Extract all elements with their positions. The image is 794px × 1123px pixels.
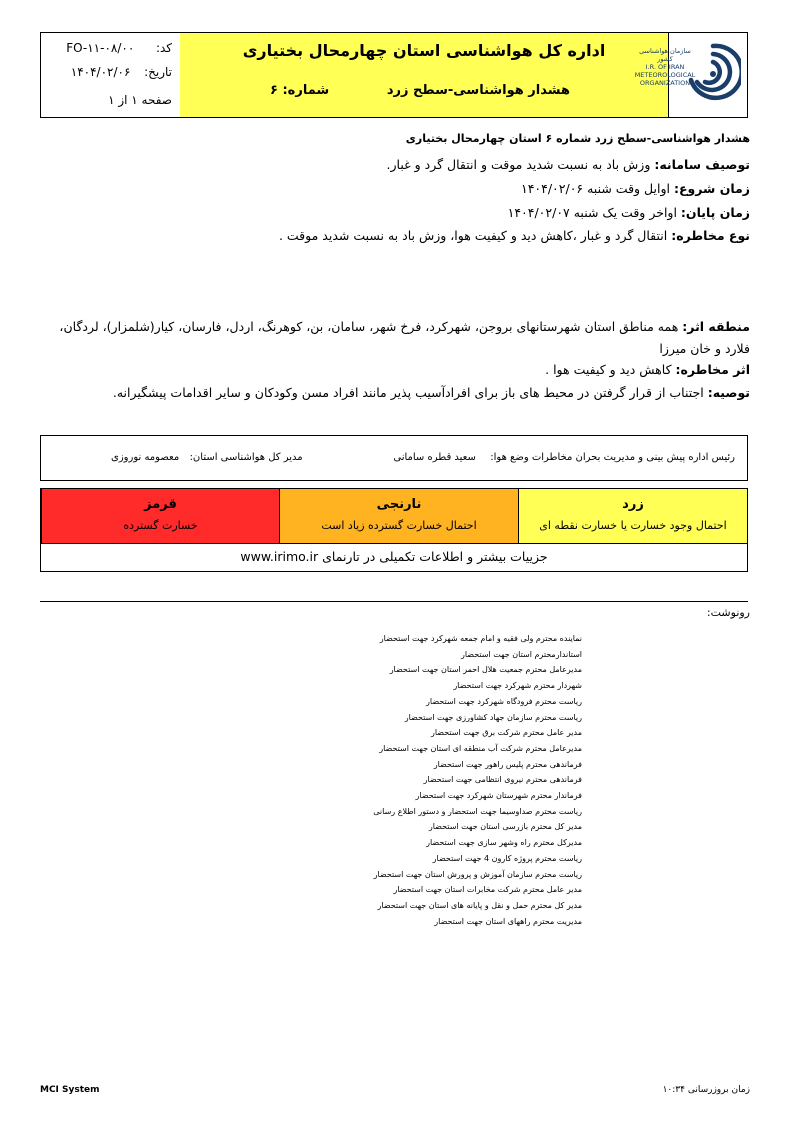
legend-yellow-desc: احتمال وجود خسارت یا خسارت نقطه ای — [539, 519, 727, 532]
date-row — [71, 65, 172, 79]
cc-item: مدیریت محترم راههای استان جهت استحضار — [434, 916, 582, 926]
area-label: منطقه اثر: — [682, 319, 750, 334]
document-header — [40, 32, 748, 118]
number-label: شماره: — [282, 83, 330, 98]
alert-heading: هشدار هواشناسی-سطح زرد شماره ۶ استان چهارمحال بختیاری — [405, 132, 750, 145]
director-title: مدیر کل هواشناسی استان: — [189, 452, 303, 463]
cc-item: مدیرعامل محترم شرکت آب منطقه ای استان جهت استحضار — [379, 743, 582, 753]
cc-item: مدیر کل محترم بازرسی استان جهت استحضار — [428, 822, 582, 832]
area-value: همه مناطق استان شهرستانهای بروجن، شهرکرد، فرخ شهر، سامان، بن، کوهرنگ، اردل، فارسان، کیار(شلمزار)، لردگان، فلارد و خان میرزا — [59, 319, 750, 356]
advice — [113, 385, 750, 400]
system-description — [387, 157, 750, 172]
date-label: تاریخ: — [144, 65, 172, 79]
start-label: زمان شروع: — [673, 181, 750, 196]
legend-orange — [279, 489, 518, 543]
legend-orange-desc: احتمال خسارت گسترده زیاد است — [321, 519, 477, 532]
irimo-logo — [629, 33, 747, 117]
cc-title: رونوشت: — [706, 606, 750, 619]
start-value: اوایل وقت شنبه ۱۴۰۴/۰۲/۰۶ — [520, 181, 670, 196]
cc-item: مدیرعامل محترم جمعیت هلال احمر استان جهت استحضار — [389, 665, 582, 675]
cc-item: ریاست محترم سازمان آموزش و پرورش استان جهت استحضار — [373, 869, 582, 879]
footer-system: MCI System — [40, 1085, 100, 1095]
cc-item: ریاست محترم پروژه کارون 4 جهت استحضار — [432, 853, 582, 863]
cc-item: شهردار محترم شهرکرد جهت استحضار — [453, 681, 582, 691]
date-value: ۱۴۰۴/۰۲/۰۶ — [70, 65, 131, 79]
cc-item: ریاست محترم فرودگاه شهرکرد جهت استحضار — [426, 696, 582, 706]
hazard-value: انتقال گرد و غبار ،کاهش دید و کیفیت هوا، وزش باد به نسبت شدید موقت . — [278, 228, 668, 243]
legend-red — [41, 489, 279, 543]
affected-area — [40, 316, 750, 360]
cc-item: فرماندار محترم شهرستان شهرکرد جهت استحضار — [415, 791, 582, 801]
cc-item: ریاست محترم صداوسیما جهت استحضار و دستور اطلاع رسانی — [373, 806, 582, 816]
code-row — [66, 41, 172, 55]
document-meta — [41, 33, 181, 117]
code-value: FO-۱۱-۰۸/۰۰ — [66, 41, 135, 55]
alert-subtitle: هشدار هواشناسی-سطح زرد — [386, 83, 570, 98]
number-value: ۶ — [270, 83, 278, 98]
description-value: وزش باد به نسبت شدید موقت و انتقال گرد و غبار. — [386, 157, 651, 172]
advice-label: توصیه: — [707, 385, 750, 400]
director-name: معصومه نوروزی — [111, 452, 180, 463]
signature-box — [40, 435, 748, 481]
header-title-area — [180, 33, 669, 117]
effect-label: اثر مخاطره: — [675, 362, 750, 377]
more-info-text: جزییات بیشتر و اطلاعات تکمیلی در تارنمای www.irimo.ir — [41, 543, 747, 571]
start-time — [521, 181, 750, 196]
legend-orange-name: نارنجی — [376, 497, 422, 512]
logo-line-fa: سازمان هواشناسی کشور — [639, 47, 691, 63]
director-signature — [111, 452, 303, 463]
cc-item: نماینده محترم ولی فقیه و امام جمعه شهرکرد جهت استحضار — [379, 634, 582, 643]
cc-item: مدیر عامل محترم شرکت برق جهت استحضار — [430, 728, 582, 738]
legend-red-desc: خسارت گسترده — [123, 519, 198, 532]
hazard-label: نوع مخاطره: — [671, 228, 750, 243]
divider — [40, 601, 748, 602]
description-label: توصیف سامانه: — [654, 157, 750, 172]
end-value: اواخر وقت یک شنبه ۱۴۰۴/۰۲/۰۷ — [507, 205, 677, 220]
effect-value: کاهش دید و کیفیت هوا . — [545, 362, 672, 377]
cc-item: مدیر عامل محترم شرکت مخابرات استان جهت استحضار — [393, 885, 582, 895]
logo-line-3: ORGANIZATION — [639, 79, 691, 87]
legend-yellow — [518, 489, 747, 543]
code-label: کد: — [155, 41, 172, 55]
advice-value: اجتناب از قرار گرفتن در محیط های باز برای افرادآسیب پذیر مانند افراد مسن وکودکان و سایر اقدامات پیشگیرانه. — [112, 385, 704, 400]
cc-item: مدیر کل محترم حمل و نقل و پایانه های استان جهت استحضار — [377, 900, 582, 910]
forecast-head-title: رئیس اداره پیش بینی و مدیریت بحران مخاطرات وضع هوا: — [490, 452, 735, 463]
hazard-type — [279, 228, 750, 243]
cc-item: استاندارمحترم استان جهت استحضار — [460, 649, 582, 659]
cc-list — [373, 631, 582, 929]
logo-line-2: METEOROLOGICAL — [634, 71, 696, 79]
cc-item: فرماندهی محترم پلیس راهور جهت استحضار — [433, 759, 582, 769]
spiral-logo-icon — [685, 40, 741, 110]
end-label: زمان پایان: — [680, 205, 750, 220]
page-title: اداره کل هواشناسی استان چهارمحال بختیاری — [242, 41, 606, 60]
alert-number — [270, 83, 329, 98]
cc-item: مدیرکل محترم راه وشهر سازی جهت استحضار — [426, 838, 582, 848]
forecast-head-signature — [393, 452, 735, 463]
forecast-head-name: سعید قطره سامانی — [393, 452, 476, 463]
alert-level-legend — [40, 488, 748, 572]
cc-item: فرماندهی محترم نیروی انتظامی جهت استحضار — [423, 775, 582, 785]
cc-item: ریاست محترم سازمان جهاد کشاورزی جهت استحضار — [404, 712, 582, 722]
legend-yellow-name: زرد — [622, 497, 644, 512]
hazard-effect — [545, 362, 750, 377]
end-time — [508, 205, 750, 220]
legend-red-name: قرمز — [144, 497, 177, 512]
logo-line-1: I.R. OF IRAN — [645, 63, 685, 71]
page-number: صفحه ۱ از ۱ — [108, 93, 172, 107]
footer-update-time: زمان بروزرسانی ۱۰:۳۴ — [662, 1085, 750, 1095]
